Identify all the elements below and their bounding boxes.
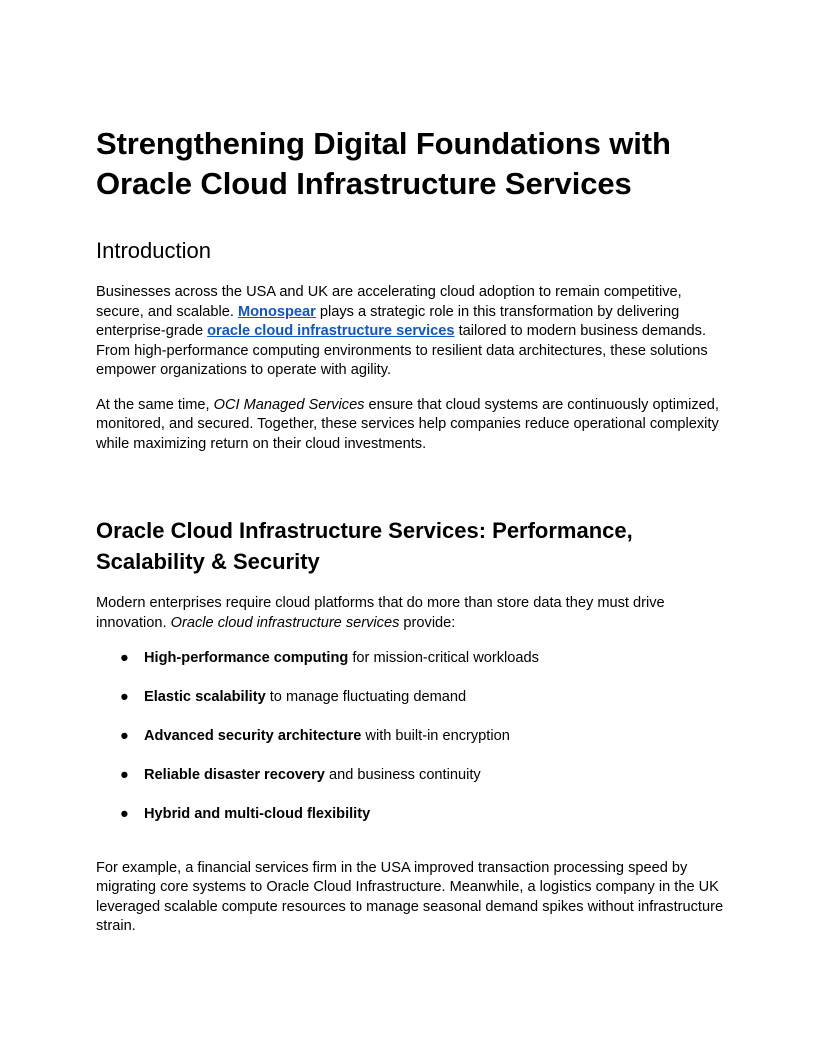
- bullet-icon: ●: [120, 767, 129, 783]
- intro-heading: Introduction: [96, 238, 211, 263]
- feature-list: [96, 649, 726, 825]
- bullet-icon: ●: [120, 689, 129, 705]
- intro-p1-text-c: tailored to modern business demands. From high-performance computing environments to resilient data architectures, these solutions empower organizations to operate with agility.: [96, 323, 708, 378]
- oci-managed-services-em: OCI Managed Services: [213, 396, 365, 413]
- list-item-text: for mission-critical workloads: [348, 650, 539, 666]
- list-item: [96, 727, 726, 747]
- oci-services-link[interactable]: oracle cloud infrastructure services: [207, 323, 455, 339]
- list-item: [96, 688, 726, 708]
- intro-p2-text-b: ensure that cloud systems are continuously optimized, monitored, and secured. Together, these services help companies reduce operational complexity while maximizing return on their cloud investments.: [96, 396, 719, 452]
- section2-heading: [96, 515, 726, 577]
- section2-p1-text-b: provide:: [399, 614, 456, 631]
- list-item-bold: Reliable disaster recovery: [144, 767, 325, 783]
- document-body: [96, 124, 726, 937]
- list-item-text: with built-in encryption: [361, 728, 510, 744]
- title-line-1: Strengthening Digital Foundations with: [96, 126, 671, 161]
- monospear-link[interactable]: Monospear: [237, 303, 316, 320]
- title-line-2: Oracle Cloud Infrastructure Services: [96, 166, 632, 201]
- section2-heading-line-1: Oracle Cloud Infrastructure Services: Performance,: [96, 518, 633, 543]
- intro-paragraph-2: [96, 396, 726, 455]
- list-item: [96, 805, 726, 825]
- intro-p1-text-a: Businesses across the USA and UK are accelerating cloud adoption to remain competitive, secure, and scalable.: [96, 284, 682, 320]
- section2-p1-text-a: Modern enterprises require cloud platforms that do more than store data they must drive innovation.: [96, 595, 665, 631]
- intro-p1-text-b: plays a strategic role in this transformation by delivering enterprise-grade: [96, 303, 680, 339]
- bullet-icon: ●: [120, 728, 129, 744]
- section2-heading-line-2: Scalability & Security: [96, 549, 320, 574]
- intro-paragraph-1: [96, 283, 726, 381]
- list-item: [96, 649, 726, 669]
- list-item-text: to manage fluctuating demand: [265, 689, 467, 705]
- list-item-text: and business continuity: [324, 767, 481, 783]
- bullet-icon: ●: [120, 650, 129, 666]
- list-item: [96, 766, 726, 786]
- list-item-bold: Hybrid and multi-cloud flexibility: [144, 806, 371, 822]
- document-title: [96, 124, 726, 204]
- oci-services-em: Oracle cloud infrastructure services: [170, 614, 400, 631]
- example-paragraph: For example, a financial services firm in the USA improved transaction processing speed by migrating core systems to Oracle Cloud Infrastructure. Meanwhile, a logistics company in the UK leveraged scalable compute resources to manage seasonal demand spikes without infrastructure strain.: [96, 859, 724, 934]
- section2-paragraph-1: [96, 594, 726, 633]
- list-item-bold: Advanced security architecture: [144, 728, 362, 744]
- list-item-bold: High-performance computing: [144, 650, 349, 666]
- bullet-icon: ●: [120, 806, 129, 822]
- intro-p2-text-a: At the same time,: [96, 396, 214, 413]
- list-item-bold: Elastic scalability: [144, 689, 266, 705]
